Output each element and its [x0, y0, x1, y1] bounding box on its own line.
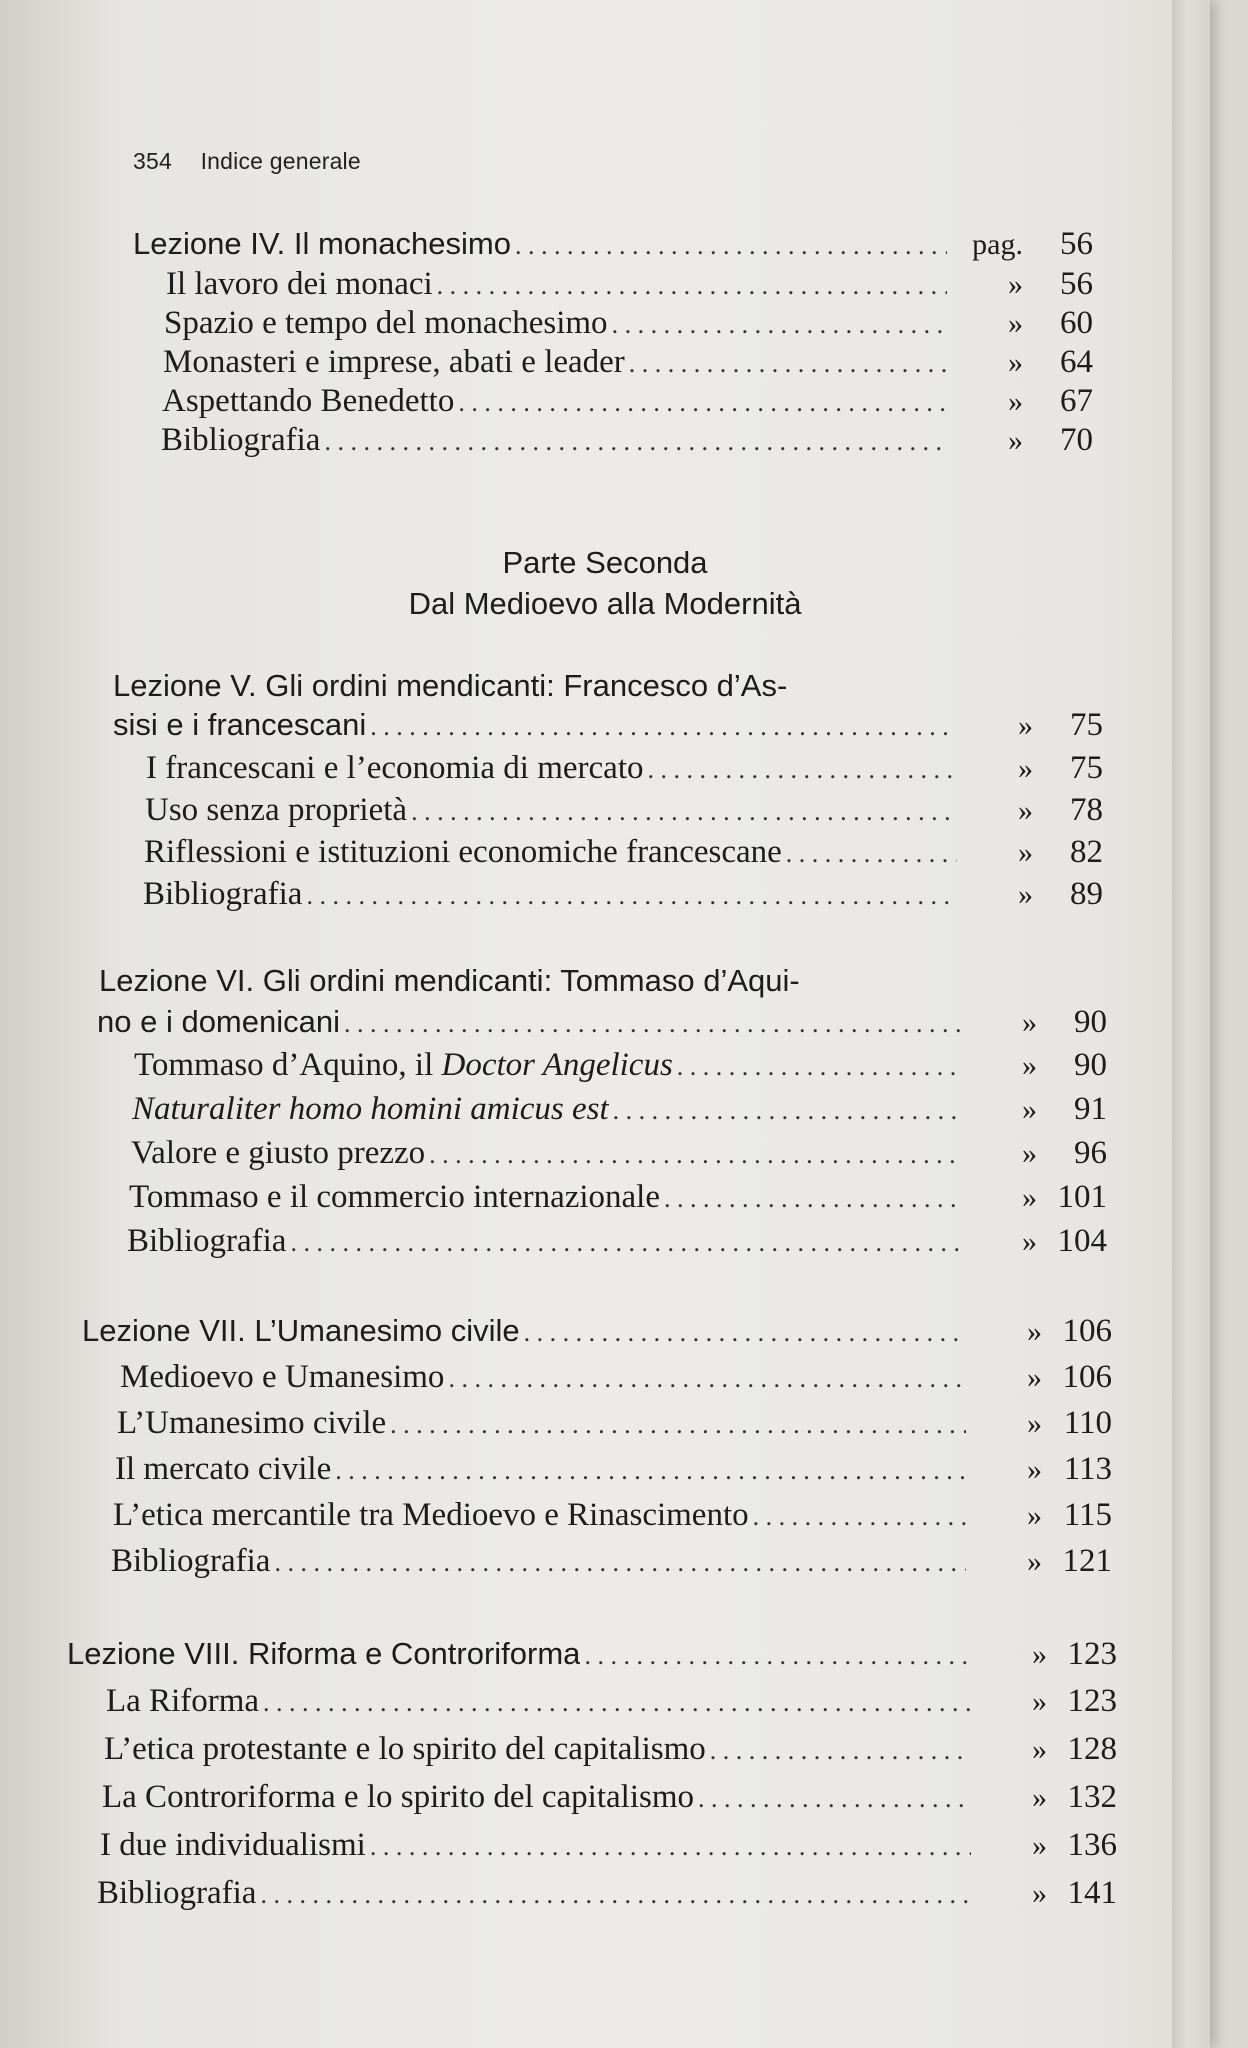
- toc-lesson-8: [67, 1636, 1117, 1678]
- lesson-title: Lezione VIII. Riforma e Controriforma: [67, 1636, 581, 1671]
- page-ref: 75: [1070, 707, 1103, 743]
- page-ref: 136: [1067, 1827, 1117, 1863]
- page-ref: 123: [1067, 1636, 1117, 1672]
- page-ref: 56: [1060, 226, 1093, 262]
- section-title: Riflessioni e istituzioni economiche francescane: [144, 834, 782, 870]
- page-ref: 123: [1067, 1683, 1117, 1719]
- page-marker: »: [1022, 1049, 1037, 1082]
- page-marker: »: [1008, 307, 1023, 340]
- page-marker: »: [1032, 1733, 1047, 1766]
- leader-dots: [370, 712, 957, 742]
- page-marker: »: [1032, 1829, 1047, 1862]
- section-title: Uso senza proprietà: [145, 792, 408, 828]
- page-ref: 89: [1070, 876, 1103, 912]
- toc-section: [163, 344, 1093, 386]
- page-ref: 67: [1060, 383, 1093, 419]
- leader-dots: [677, 1052, 961, 1082]
- leader-dots: [390, 1410, 966, 1440]
- page-marker: »: [1032, 1877, 1047, 1910]
- toc-section: [146, 750, 1103, 792]
- toc-section: [111, 1543, 1112, 1585]
- page-marker: »: [1027, 1545, 1042, 1578]
- leader-dots: [458, 388, 947, 418]
- section-title-italic: Doctor Angelicus: [441, 1047, 673, 1083]
- page-marker: »: [1032, 1685, 1047, 1718]
- page-ref: 110: [1063, 1405, 1112, 1441]
- page-marker: »: [1018, 836, 1033, 869]
- page-ref: 132: [1067, 1779, 1117, 1815]
- section-title-italic: Naturaliter homo homini amicus est: [132, 1091, 609, 1127]
- toc-section: [162, 383, 1093, 425]
- toc-section: [100, 1827, 1117, 1869]
- page-ref: 128: [1067, 1731, 1117, 1767]
- section-title: L’etica protestante e lo spirito del capitalismo: [104, 1731, 706, 1767]
- leader-dots: [324, 427, 947, 457]
- page-ref: 75: [1070, 750, 1103, 786]
- toc-section: [120, 1359, 1112, 1401]
- section-title: Aspettando Benedetto: [162, 383, 455, 419]
- leader-dots: [786, 839, 957, 869]
- leader-dots: [584, 1641, 971, 1671]
- leader-dots: [515, 231, 947, 261]
- page-number: 354: [133, 148, 172, 174]
- leader-dots: [290, 1228, 961, 1258]
- leader-dots: [664, 1184, 961, 1214]
- section-title: [132, 1091, 609, 1128]
- toc-section: [117, 1405, 1112, 1447]
- section-title: La Controriforma e lo spirito del capitalismo: [102, 1779, 695, 1815]
- toc-lesson-6: [97, 1004, 1107, 1046]
- section-title: Bibliografia: [161, 422, 321, 458]
- page-marker: »: [1022, 1181, 1037, 1214]
- lesson-title: no e i domenicani: [97, 1004, 340, 1039]
- page-marker: »: [1022, 1137, 1037, 1170]
- page-marker: »: [1008, 346, 1023, 379]
- page-ref: 70: [1060, 422, 1093, 458]
- section-title: Bibliografia: [143, 876, 303, 912]
- page-marker: »: [1022, 1225, 1037, 1258]
- leader-dots: [753, 1502, 966, 1532]
- page-ref: 64: [1060, 344, 1093, 380]
- section-title: I due individualismi: [100, 1827, 366, 1863]
- page-marker: »: [1018, 794, 1033, 827]
- page-marker: »: [1022, 1006, 1037, 1039]
- page-marker: »: [1018, 878, 1033, 911]
- toc-section: [127, 1223, 1107, 1265]
- section-title: Medioevo e Umanesimo: [120, 1359, 445, 1395]
- leader-dots: [335, 1456, 966, 1486]
- page-ref: 121: [1062, 1543, 1112, 1579]
- page-ref: 106: [1062, 1313, 1112, 1349]
- toc-section: [164, 305, 1093, 347]
- page-ref: 78: [1070, 792, 1103, 828]
- page-marker: pag.: [972, 228, 1023, 261]
- page-ref: 106: [1062, 1359, 1112, 1395]
- page-ref: 90: [1074, 1047, 1107, 1083]
- toc-section: [113, 1497, 1112, 1539]
- leader-dots: [613, 1096, 961, 1126]
- toc-section: [104, 1731, 1117, 1773]
- leader-dots: [274, 1548, 966, 1578]
- leader-dots: [524, 1318, 966, 1348]
- page-ref: 60: [1060, 305, 1093, 341]
- leader-dots: [647, 755, 957, 785]
- leader-dots: [448, 1364, 966, 1394]
- page-ref: 90: [1074, 1004, 1107, 1040]
- toc-section: [143, 876, 1103, 918]
- leader-dots: [263, 1688, 971, 1718]
- toc-section: [106, 1683, 1117, 1725]
- part-label: Parte Seconda: [502, 545, 708, 580]
- page-ref: 91: [1074, 1091, 1107, 1127]
- toc-section: [161, 422, 1093, 464]
- page-marker: »: [1018, 709, 1033, 742]
- leader-dots: [629, 349, 947, 379]
- section-title-prefix: Tommaso d’Aquino, il: [134, 1047, 442, 1083]
- lesson-title: Lezione IV. Il monachesimo: [133, 226, 511, 261]
- section-title: I francescani e l’economia di mercato: [146, 750, 644, 786]
- lesson-title: Lezione VII. L’Umanesimo civile: [82, 1313, 520, 1348]
- toc-section: [131, 1135, 1107, 1177]
- section-title: Monasteri e imprese, abati e leader: [163, 344, 625, 380]
- lesson-title-line1: Lezione VI. Gli ordini mendicanti: Tommaso d’Aqui-: [99, 963, 800, 998]
- leader-dots: [710, 1736, 971, 1766]
- page-marker: »: [1022, 1093, 1037, 1126]
- toc-section: [132, 1091, 1107, 1133]
- toc-section: [129, 1179, 1107, 1221]
- page-marker: »: [1027, 1453, 1042, 1486]
- section-title: Valore e giusto prezzo: [131, 1135, 426, 1171]
- toc-lesson-5: [113, 707, 1103, 749]
- page-ref: 101: [1057, 1179, 1107, 1215]
- leader-dots: [437, 271, 947, 301]
- section-title: Bibliografia: [111, 1543, 271, 1579]
- page-ref: 56: [1060, 266, 1093, 302]
- section-title: Spazio e tempo del monachesimo: [164, 305, 608, 341]
- page-marker: »: [1027, 1361, 1042, 1394]
- toc-section: [145, 792, 1103, 834]
- page-marker: »: [1027, 1407, 1042, 1440]
- page-ref: 115: [1063, 1497, 1112, 1533]
- page-ref: 141: [1067, 1875, 1117, 1911]
- page-ref: 96: [1074, 1135, 1107, 1171]
- toc-section: [166, 266, 1093, 308]
- running-head-title: Indice generale: [200, 148, 361, 174]
- page-marker: »: [1027, 1499, 1042, 1532]
- toc-section: [134, 1047, 1107, 1089]
- toc-section: [144, 834, 1103, 876]
- section-title: Bibliografia: [127, 1223, 287, 1259]
- page-marker: »: [1008, 424, 1023, 457]
- leader-dots: [306, 881, 957, 911]
- page-ref: 104: [1057, 1223, 1107, 1259]
- page-marker: »: [1008, 268, 1023, 301]
- leader-dots: [411, 797, 957, 827]
- toc-section: [102, 1779, 1117, 1821]
- leader-dots: [429, 1140, 961, 1170]
- lesson-title: sisi e i francescani: [113, 707, 367, 742]
- part-title: Dal Medioevo alla Modernità: [408, 586, 802, 621]
- page-marker: »: [1032, 1638, 1047, 1671]
- page-marker: »: [1027, 1315, 1042, 1348]
- toc-lesson-4: [133, 226, 1093, 268]
- lesson-title-line1: Lezione V. Gli ordini mendicanti: Francesco d’As-: [113, 668, 788, 703]
- page-marker: »: [1008, 385, 1023, 418]
- leader-dots: [260, 1880, 971, 1910]
- leader-dots: [612, 310, 947, 340]
- page-ref: 82: [1070, 834, 1103, 870]
- page-marker: »: [1018, 752, 1033, 785]
- toc-section: [115, 1451, 1112, 1493]
- section-title: Il lavoro dei monaci: [166, 266, 433, 302]
- page-marker: »: [1032, 1781, 1047, 1814]
- leader-dots: [698, 1784, 971, 1814]
- section-title: La Riforma: [106, 1683, 260, 1719]
- page-ref: 113: [1063, 1451, 1112, 1487]
- toc-section: [97, 1875, 1117, 1917]
- section-title: Bibliografia: [97, 1875, 257, 1911]
- section-title: L’etica mercantile tra Medioevo e Rinascimento: [113, 1497, 749, 1533]
- section-title: Il mercato civile: [115, 1451, 332, 1487]
- section-title: [134, 1047, 673, 1084]
- leader-dots: [370, 1832, 971, 1862]
- section-title: L’Umanesimo civile: [117, 1405, 387, 1441]
- section-title: Tommaso e il commercio internazionale: [129, 1179, 660, 1215]
- toc-lesson-7: [82, 1313, 1112, 1355]
- leader-dots: [344, 1009, 961, 1039]
